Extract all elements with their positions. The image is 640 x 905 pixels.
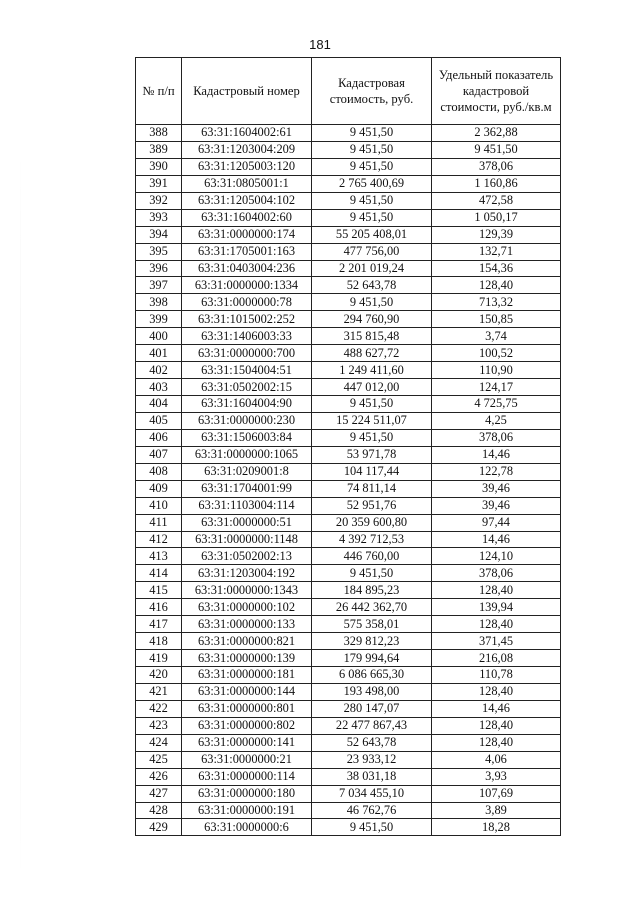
row-num: 409	[136, 480, 182, 497]
specific-indicator: 216,08	[432, 650, 561, 667]
specific-indicator: 124,10	[432, 548, 561, 565]
specific-indicator: 371,45	[432, 633, 561, 650]
row-num: 398	[136, 294, 182, 311]
table-row	[136, 429, 561, 446]
cadastral-value: 9 451,50	[312, 209, 432, 226]
table-row	[136, 819, 561, 836]
specific-indicator: 139,94	[432, 599, 561, 616]
specific-indicator: 128,40	[432, 717, 561, 734]
specific-indicator: 110,90	[432, 362, 561, 379]
cadastral-value: 179 994,64	[312, 650, 432, 667]
table-row	[136, 328, 561, 345]
cadastral-number: 63:31:0000000:21	[182, 751, 312, 768]
cadastral-number: 63:31:0000000:1334	[182, 277, 312, 294]
cadastral-number: 63:31:0000000:6	[182, 819, 312, 836]
row-num: 426	[136, 768, 182, 785]
cadastral-value: 1 249 411,60	[312, 362, 432, 379]
row-num: 424	[136, 734, 182, 751]
table-row	[136, 243, 561, 260]
row-num: 395	[136, 243, 182, 260]
row-num: 391	[136, 175, 182, 192]
cadastral-value: 15 224 511,07	[312, 412, 432, 429]
specific-indicator: 378,06	[432, 565, 561, 582]
row-num: 400	[136, 328, 182, 345]
cadastral-number: 63:31:1203004:209	[182, 141, 312, 158]
cadastral-value: 7 034 455,10	[312, 785, 432, 802]
table-row	[136, 209, 561, 226]
specific-indicator: 128,40	[432, 582, 561, 599]
row-num: 419	[136, 650, 182, 667]
cadastral-value: 9 451,50	[312, 158, 432, 175]
row-num: 418	[136, 633, 182, 650]
row-num: 417	[136, 616, 182, 633]
cadastral-number: 63:31:0000000:1065	[182, 446, 312, 463]
cadastral-value: 193 498,00	[312, 683, 432, 700]
row-num: 407	[136, 446, 182, 463]
table-row	[136, 311, 561, 328]
cadastral-value: 280 147,07	[312, 700, 432, 717]
cadastral-number: 63:31:0000000:802	[182, 717, 312, 734]
table-row	[136, 700, 561, 717]
cadastral-value: 575 358,01	[312, 616, 432, 633]
cadastral-value: 104 117,44	[312, 463, 432, 480]
cadastral-value: 38 031,18	[312, 768, 432, 785]
specific-indicator: 1 050,17	[432, 209, 561, 226]
specific-indicator: 129,39	[432, 226, 561, 243]
cadastral-value: 26 442 362,70	[312, 599, 432, 616]
table-row	[136, 396, 561, 413]
row-num: 414	[136, 565, 182, 582]
row-num: 410	[136, 497, 182, 514]
specific-indicator: 14,46	[432, 700, 561, 717]
cadastral-value: 9 451,50	[312, 294, 432, 311]
table-row	[136, 802, 561, 819]
header-num: № п/п	[136, 58, 182, 125]
row-num: 415	[136, 582, 182, 599]
header-cadastral-value: Кадастровая стоимость, руб.	[312, 58, 432, 125]
cadastral-number: 63:31:0000000:821	[182, 633, 312, 650]
table-body	[136, 125, 561, 836]
cadastral-value: 74 811,14	[312, 480, 432, 497]
row-num: 421	[136, 683, 182, 700]
row-num: 389	[136, 141, 182, 158]
table-row	[136, 514, 561, 531]
specific-indicator: 128,40	[432, 616, 561, 633]
specific-indicator: 18,28	[432, 819, 561, 836]
cadastral-number: 63:31:0502002:13	[182, 548, 312, 565]
table-row	[136, 616, 561, 633]
specific-indicator: 14,46	[432, 446, 561, 463]
cadastral-value: 9 451,50	[312, 565, 432, 582]
table-row	[136, 717, 561, 734]
table-row	[136, 345, 561, 362]
row-num: 420	[136, 667, 182, 684]
row-num: 405	[136, 412, 182, 429]
row-num: 399	[136, 311, 182, 328]
specific-indicator: 128,40	[432, 734, 561, 751]
specific-indicator: 472,58	[432, 192, 561, 209]
row-num: 413	[136, 548, 182, 565]
row-num: 412	[136, 531, 182, 548]
cadastral-value: 55 205 408,01	[312, 226, 432, 243]
cadastral-number: 63:31:1203004:192	[182, 565, 312, 582]
row-num: 428	[136, 802, 182, 819]
specific-indicator: 14,46	[432, 531, 561, 548]
specific-indicator: 97,44	[432, 514, 561, 531]
specific-indicator: 132,71	[432, 243, 561, 260]
cadastral-number: 63:31:0000000:1148	[182, 531, 312, 548]
cadastral-number: 63:31:1506003:84	[182, 429, 312, 446]
cadastral-number: 63:31:1504004:51	[182, 362, 312, 379]
cadastral-value: 488 627,72	[312, 345, 432, 362]
cadastral-value: 4 392 712,53	[312, 531, 432, 548]
specific-indicator: 4 725,75	[432, 396, 561, 413]
cadastral-number: 63:31:0000000:144	[182, 683, 312, 700]
table-row	[136, 751, 561, 768]
table-row	[136, 226, 561, 243]
table-row	[136, 175, 561, 192]
row-num: 408	[136, 463, 182, 480]
table-row	[136, 463, 561, 480]
specific-indicator: 122,78	[432, 463, 561, 480]
specific-indicator: 3,74	[432, 328, 561, 345]
row-num: 423	[136, 717, 182, 734]
cadastral-value: 52 643,78	[312, 277, 432, 294]
cadastral-value: 2 765 400,69	[312, 175, 432, 192]
table-row	[136, 158, 561, 175]
table-header-row	[136, 58, 561, 125]
cadastral-number: 63:31:1205004:102	[182, 192, 312, 209]
cadastral-value: 315 815,48	[312, 328, 432, 345]
specific-indicator: 2 362,88	[432, 125, 561, 142]
table-row	[136, 277, 561, 294]
cadastral-number: 63:31:0403004:236	[182, 260, 312, 277]
cadastral-number: 63:31:1205003:120	[182, 158, 312, 175]
cadastral-number: 63:31:0502002:15	[182, 379, 312, 396]
cadastral-value: 22 477 867,43	[312, 717, 432, 734]
specific-indicator: 378,06	[432, 429, 561, 446]
table-row	[136, 582, 561, 599]
cadastral-value: 477 756,00	[312, 243, 432, 260]
cadastral-number: 63:31:0000000:180	[182, 785, 312, 802]
cadastral-number: 63:31:0000000:139	[182, 650, 312, 667]
specific-indicator: 100,52	[432, 345, 561, 362]
row-num: 404	[136, 396, 182, 413]
cadastral-value: 23 933,12	[312, 751, 432, 768]
specific-indicator: 110,78	[432, 667, 561, 684]
table-row	[136, 565, 561, 582]
table-row	[136, 192, 561, 209]
table-row	[136, 141, 561, 158]
specific-indicator: 1 160,86	[432, 175, 561, 192]
cadastral-value: 52 643,78	[312, 734, 432, 751]
cadastral-number: 63:31:0000000:181	[182, 667, 312, 684]
row-num: 403	[136, 379, 182, 396]
row-num: 392	[136, 192, 182, 209]
row-num: 393	[136, 209, 182, 226]
header-cadastral-number: Кадастровый номер	[182, 58, 312, 125]
row-num: 396	[136, 260, 182, 277]
row-num: 390	[136, 158, 182, 175]
row-num: 422	[136, 700, 182, 717]
row-num: 401	[136, 345, 182, 362]
cadastral-number: 63:31:1705001:163	[182, 243, 312, 260]
table-row	[136, 379, 561, 396]
cadastral-value: 52 951,76	[312, 497, 432, 514]
cadastral-number: 63:31:1015002:252	[182, 311, 312, 328]
cadastral-number: 63:31:1604004:90	[182, 396, 312, 413]
specific-indicator: 378,06	[432, 158, 561, 175]
cadastral-value: 446 760,00	[312, 548, 432, 565]
cadastral-value: 329 812,23	[312, 633, 432, 650]
cadastral-number: 63:31:0000000:133	[182, 616, 312, 633]
page-number: 181	[309, 37, 331, 52]
cadastral-table	[135, 57, 561, 836]
row-num: 427	[136, 785, 182, 802]
table-row	[136, 362, 561, 379]
row-num: 397	[136, 277, 182, 294]
cadastral-value: 6 086 665,30	[312, 667, 432, 684]
cadastral-number: 63:31:0000000:141	[182, 734, 312, 751]
cadastral-value: 9 451,50	[312, 192, 432, 209]
table-row	[136, 446, 561, 463]
table-row	[136, 633, 561, 650]
specific-indicator: 9 451,50	[432, 141, 561, 158]
cadastral-number: 63:31:0000000:78	[182, 294, 312, 311]
row-num: 425	[136, 751, 182, 768]
cadastral-value: 53 971,78	[312, 446, 432, 463]
cadastral-number: 63:31:0000000:102	[182, 599, 312, 616]
specific-indicator: 150,85	[432, 311, 561, 328]
cadastral-value: 9 451,50	[312, 429, 432, 446]
cadastral-value: 9 451,50	[312, 396, 432, 413]
table-row	[136, 650, 561, 667]
row-num: 406	[136, 429, 182, 446]
cadastral-number: 63:31:1704001:99	[182, 480, 312, 497]
cadastral-value: 447 012,00	[312, 379, 432, 396]
table-row	[136, 480, 561, 497]
cadastral-number: 63:31:0000000:174	[182, 226, 312, 243]
table-row	[136, 531, 561, 548]
cadastral-value: 9 451,50	[312, 141, 432, 158]
table-row	[136, 667, 561, 684]
cadastral-number: 63:31:0000000:801	[182, 700, 312, 717]
table-row	[136, 412, 561, 429]
specific-indicator: 713,32	[432, 294, 561, 311]
specific-indicator: 124,17	[432, 379, 561, 396]
row-num: 402	[136, 362, 182, 379]
cadastral-value: 184 895,23	[312, 582, 432, 599]
cadastral-number: 63:31:0000000:1343	[182, 582, 312, 599]
row-num: 394	[136, 226, 182, 243]
cadastral-number: 63:31:1604002:60	[182, 209, 312, 226]
cadastral-number: 63:31:0000000:51	[182, 514, 312, 531]
row-num: 416	[136, 599, 182, 616]
cadastral-number: 63:31:0000000:114	[182, 768, 312, 785]
cadastral-number: 63:31:0805001:1	[182, 175, 312, 192]
table-row	[136, 734, 561, 751]
specific-indicator: 3,93	[432, 768, 561, 785]
cadastral-value: 20 359 600,80	[312, 514, 432, 531]
table-row	[136, 599, 561, 616]
cadastral-value: 9 451,50	[312, 125, 432, 142]
specific-indicator: 128,40	[432, 277, 561, 294]
table-row	[136, 785, 561, 802]
header-specific-indicator: Удельный показатель кадастровой стоимости, руб./кв.м	[432, 58, 561, 125]
table-row	[136, 125, 561, 142]
cadastral-number: 63:31:0000000:700	[182, 345, 312, 362]
table-row	[136, 548, 561, 565]
cadastral-number: 63:31:1103004:114	[182, 497, 312, 514]
specific-indicator: 128,40	[432, 683, 561, 700]
table-row	[136, 683, 561, 700]
specific-indicator: 39,46	[432, 497, 561, 514]
cadastral-number: 63:31:0000000:191	[182, 802, 312, 819]
cadastral-value: 294 760,90	[312, 311, 432, 328]
row-num: 388	[136, 125, 182, 142]
cadastral-number: 63:31:1604002:61	[182, 125, 312, 142]
specific-indicator: 4,06	[432, 751, 561, 768]
specific-indicator: 39,46	[432, 480, 561, 497]
cadastral-number: 63:31:0000000:230	[182, 412, 312, 429]
cadastral-number: 63:31:0209001:8	[182, 463, 312, 480]
cadastral-value: 46 762,76	[312, 802, 432, 819]
specific-indicator: 4,25	[432, 412, 561, 429]
specific-indicator: 154,36	[432, 260, 561, 277]
cadastral-number: 63:31:1406003:33	[182, 328, 312, 345]
scan-artifact	[20, 150, 21, 880]
row-num: 411	[136, 514, 182, 531]
row-num: 429	[136, 819, 182, 836]
table-row	[136, 497, 561, 514]
specific-indicator: 107,69	[432, 785, 561, 802]
cadastral-value: 2 201 019,24	[312, 260, 432, 277]
table-row	[136, 768, 561, 785]
specific-indicator: 3,89	[432, 802, 561, 819]
table-row	[136, 260, 561, 277]
cadastral-value: 9 451,50	[312, 819, 432, 836]
table-row	[136, 294, 561, 311]
